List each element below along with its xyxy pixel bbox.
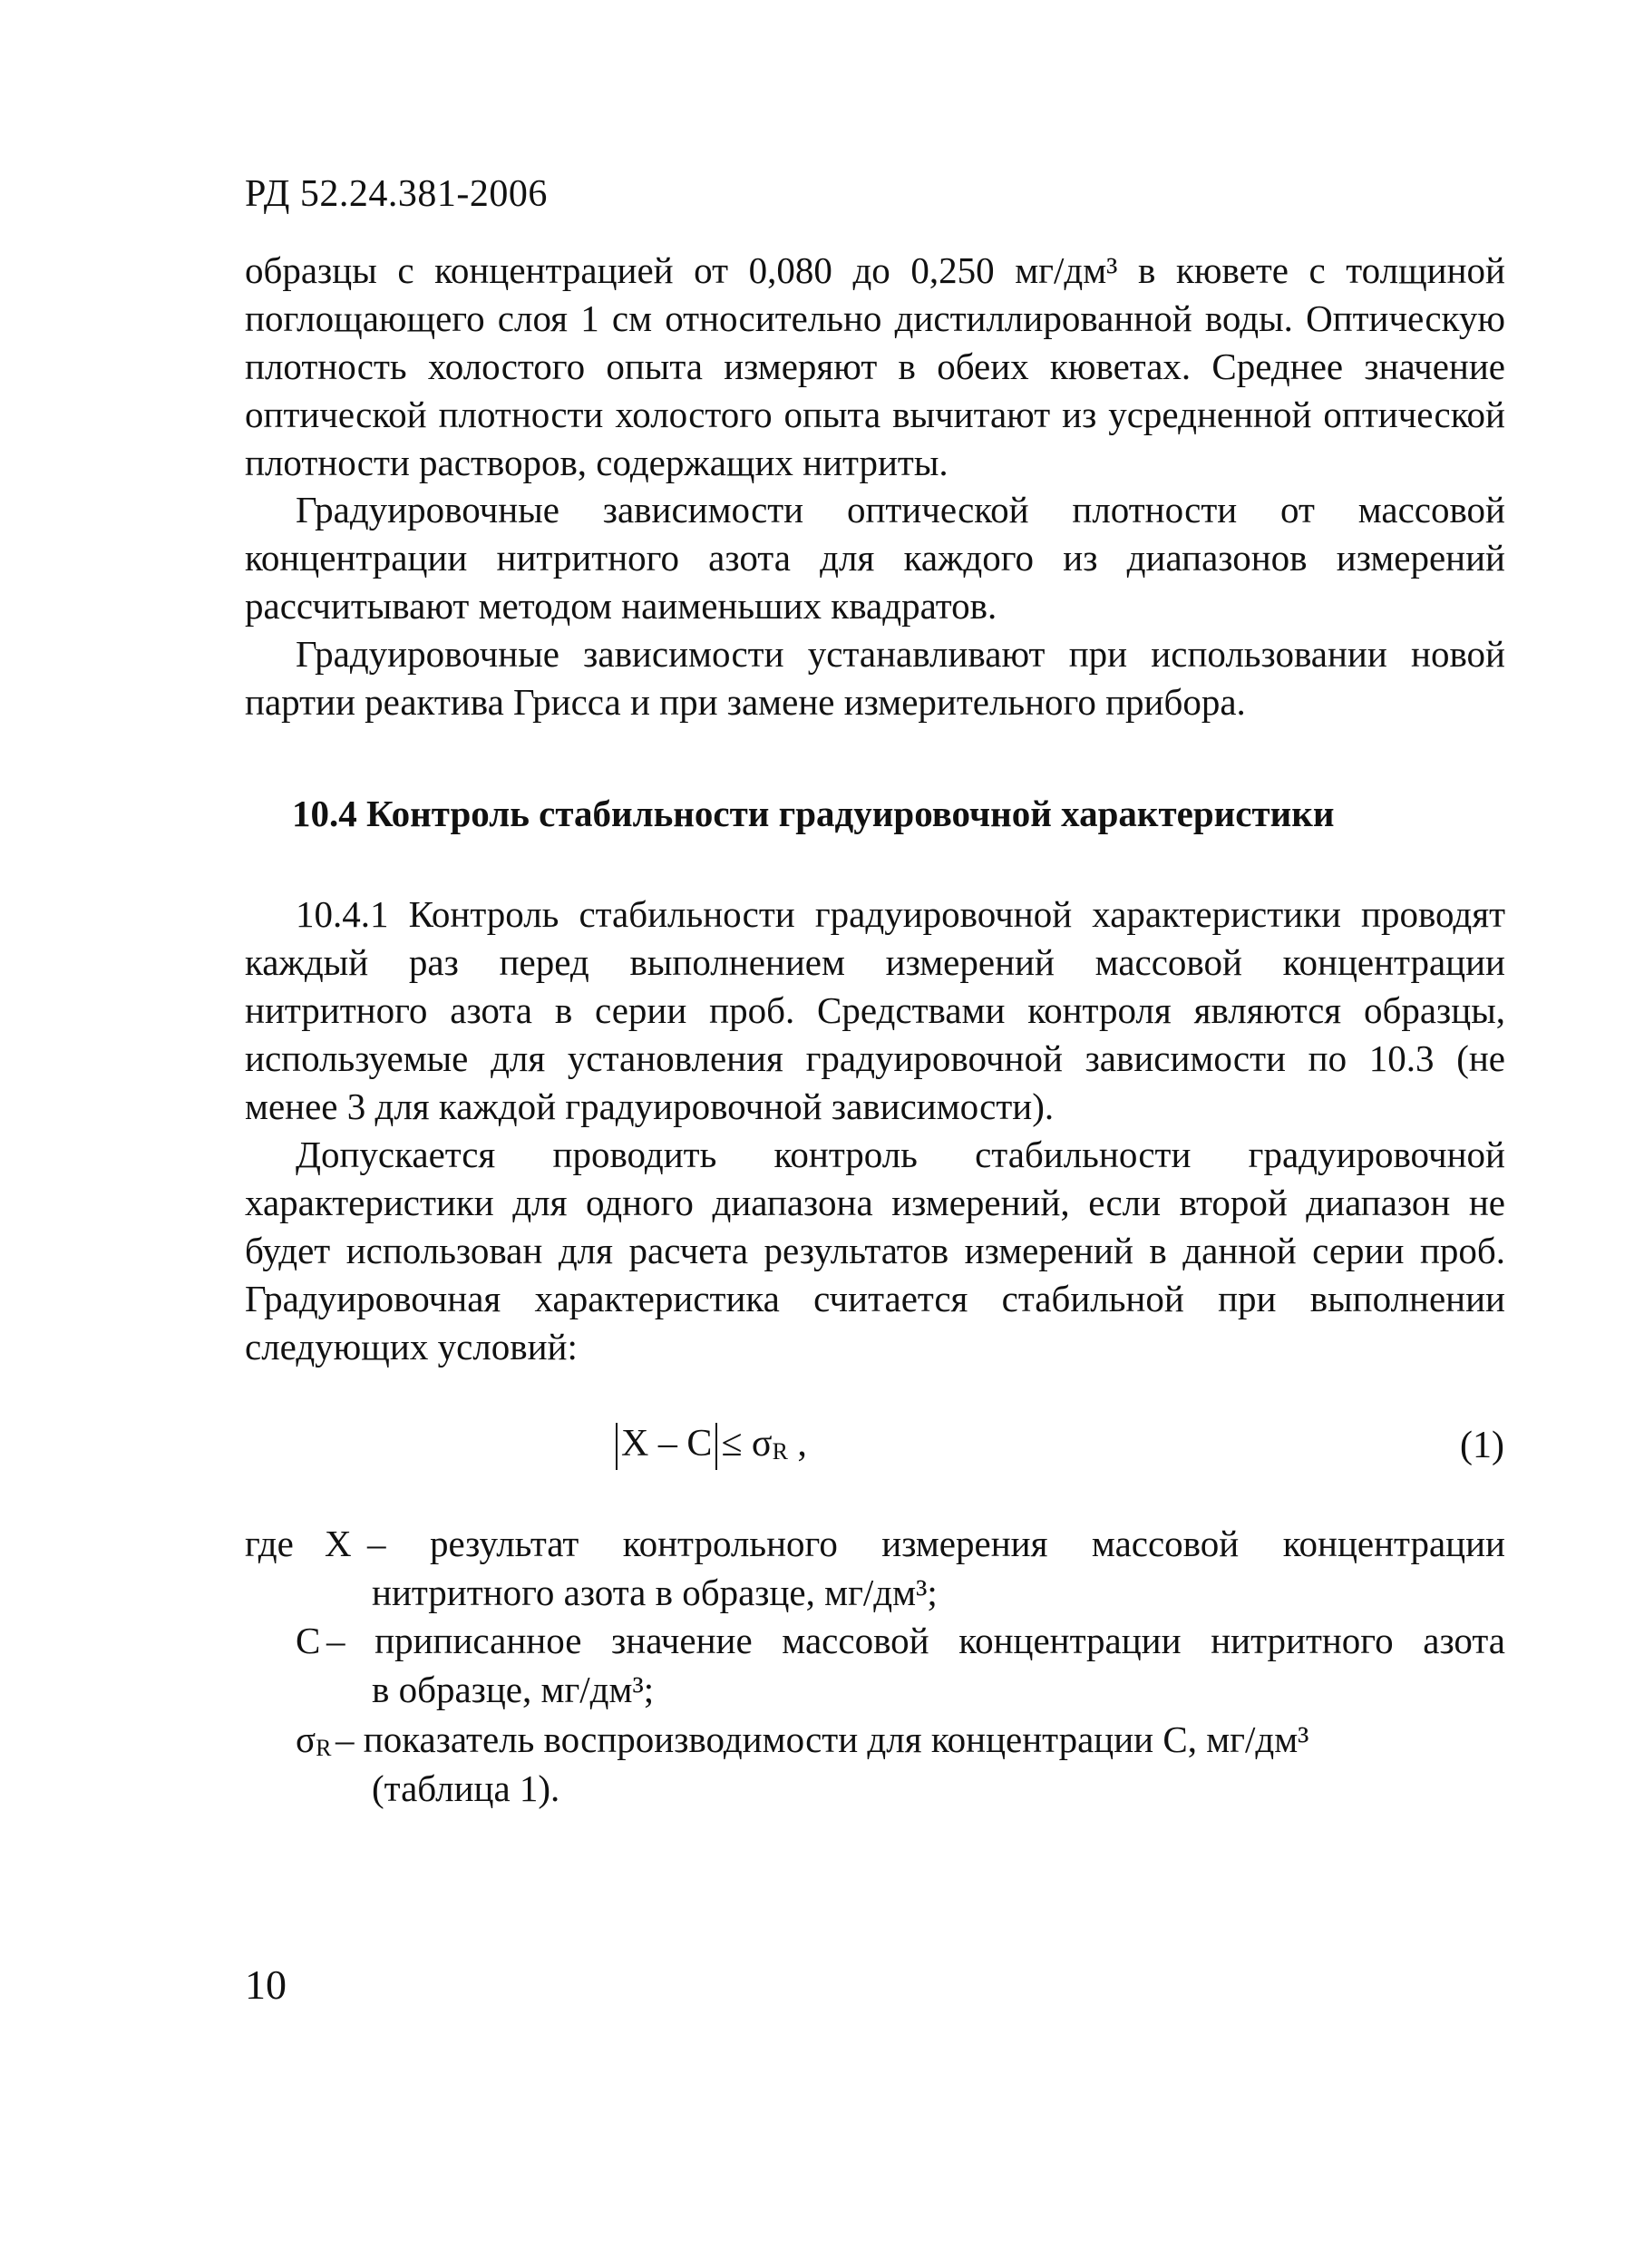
- definition-c-symbol: С: [296, 1620, 321, 1661]
- formula-lhs: X – C: [621, 1423, 713, 1465]
- sigma-subscript: R: [316, 1735, 332, 1761]
- abs-bar-right: [715, 1423, 717, 1470]
- definition-x-symbol: X: [325, 1523, 352, 1564]
- paragraph-graduation-setup: Градуировочные зависимости устанавливают при использовании новой партии реактива Грисса и при замене измерительного прибора.: [245, 633, 1505, 723]
- sigma-letter: σ: [296, 1718, 316, 1760]
- section-heading: 10.4 Контроль стабильности градуировочной характеристики: [292, 793, 1335, 834]
- definition-sigma-line2: (таблица 1).: [372, 1767, 560, 1809]
- paragraph-10-4-1: 10.4.1 Контроль стабильности градуировочной характеристики проводят каждый раз перед выполнением измерений массовой концентрации нитритного азота в серии проб. Средствами контроля являются образцы, используемые для установления градуировочной зависимости по 10.3 (не менее 3 для каждой градуировочной зависимости).: [245, 893, 1505, 1127]
- formula-subscript: R: [772, 1438, 788, 1465]
- abs-bar-left: [616, 1423, 618, 1470]
- definition-c-line2: в образце, мг/дм³;: [372, 1669, 655, 1710]
- definition-c-line1: – приписанное значение массовой концентрации нитритного азота: [326, 1620, 1505, 1661]
- equation-number: (1): [1460, 1425, 1504, 1466]
- definition-x-line2: нитритного азота в образце, мг/дм³;: [372, 1572, 938, 1613]
- document-header: РД 52.24.381-2006: [245, 173, 548, 215]
- definition-x-line1: – результат контрольного измерения массовой концентрации: [367, 1523, 1505, 1564]
- page-number: 10: [245, 1961, 287, 2008]
- paragraph-continuation: образцы с концентрацией от 0,080 до 0,250 мг/дм³ в кювете с толщиной поглощающего слоя 1 см относительно дистиллированной воды. Оптическую плотность холостого опыта измеряют в обеих кюветах. Среднее значение оптической плотности холостого опыта вычитают из усредненной оптической плотности растворов, содержащих нитриты.: [245, 249, 1505, 483]
- formula-tail: ,: [787, 1423, 807, 1465]
- definition-sigma-line1: – показатель воспроизводимости для концентрации С, мг/дм³: [336, 1718, 1309, 1760]
- definition-lead: где: [245, 1523, 294, 1564]
- paragraph-allowed-control: Допускается проводить контроль стабильности градуировочной характеристики для одного диапазона измерений, если второй диапазон не будет использован для расчета результатов измерений в данной серии проб. Градуировочная характеристика считается стабильной при выполнении следующих условий:: [245, 1134, 1505, 1368]
- formula-relation: ≤ σ: [721, 1423, 773, 1465]
- definition-sigma-symbol: [296, 1716, 331, 1772]
- formula-1: [612, 1422, 807, 1470]
- paragraph-graduation-dependencies: Градуировочные зависимости оптической плотности от массовой концентрации нитритного азота для каждого из диапазонов измерений рассчитывают методом наименьших квадратов.: [245, 489, 1505, 627]
